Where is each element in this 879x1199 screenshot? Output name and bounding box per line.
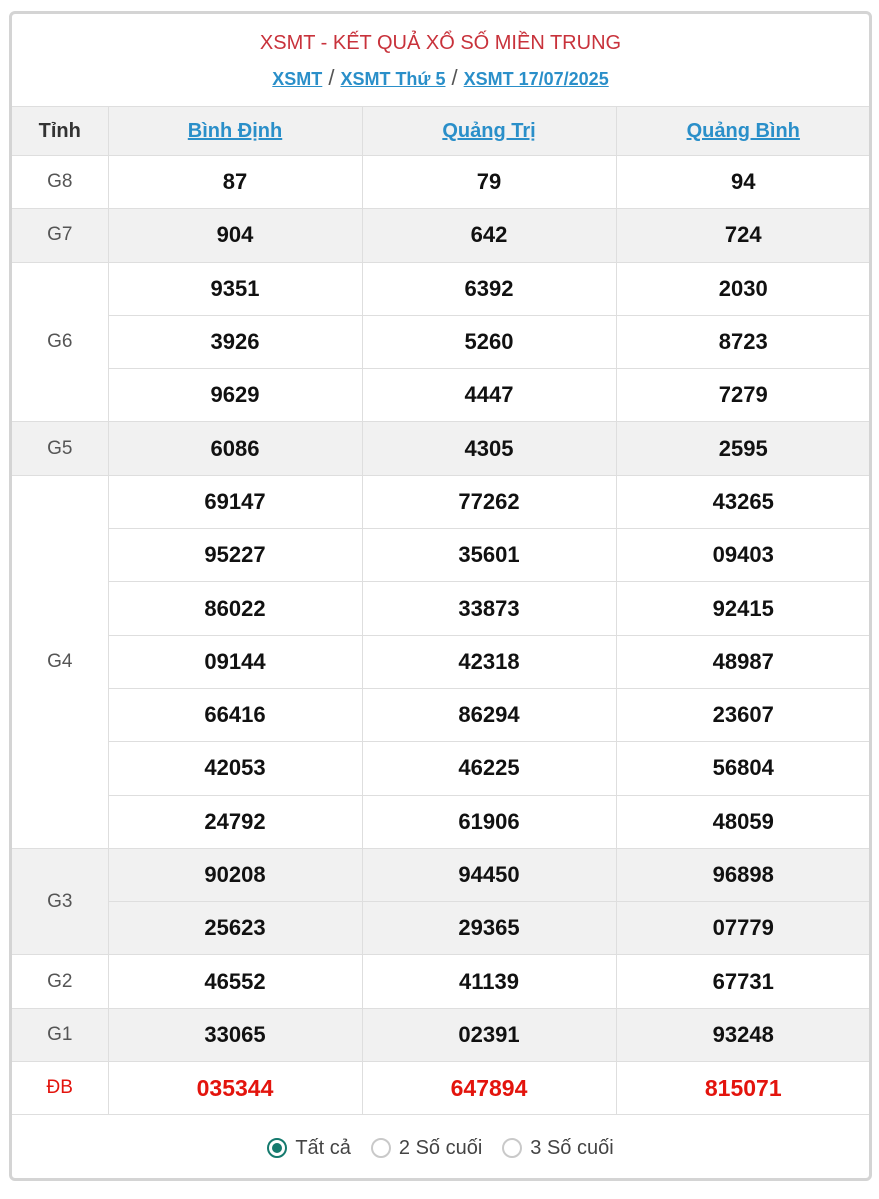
province-link[interactable]: Bình Định	[187, 119, 283, 142]
prize-number: 94	[616, 156, 870, 209]
filter-option-label: Tất cả	[295, 1136, 351, 1159]
prize-label: G8	[12, 156, 108, 209]
special-prize-number: 035344	[108, 1062, 362, 1115]
special-prize-number: 815071	[616, 1062, 870, 1115]
breadcrumb-link-xsmt[interactable]: XSMT	[272, 69, 323, 89]
prize-label: G3	[12, 848, 108, 955]
filter-option-last3[interactable]	[502, 1137, 613, 1160]
prize-label: G6	[12, 262, 108, 422]
prize-number: 42318	[362, 635, 616, 688]
prize-number: 93248	[616, 1008, 870, 1061]
province-header	[616, 107, 870, 156]
prize-number: 56804	[616, 742, 870, 795]
prize-row	[12, 1008, 870, 1061]
prize-number: 6392	[362, 262, 616, 315]
prize-number: 3926	[108, 315, 362, 368]
prize-number: 4447	[362, 369, 616, 422]
prize-number: 09403	[616, 529, 870, 582]
prize-number: 87	[108, 156, 362, 209]
filter-option-last2[interactable]	[371, 1137, 482, 1160]
prize-number: 77262	[362, 475, 616, 528]
prize-row	[12, 742, 870, 795]
prize-number: 86022	[108, 582, 362, 635]
prize-number: 9629	[108, 369, 362, 422]
prize-number: 48059	[616, 795, 870, 848]
breadcrumb-separator: /	[451, 65, 458, 90]
breadcrumb-link-weekday[interactable]: XSMT Thứ 5	[340, 69, 446, 89]
prize-label: G7	[12, 209, 108, 262]
filter-option-label: 3 Số cuối	[530, 1136, 614, 1159]
prize-number: 25623	[108, 902, 362, 955]
prize-row	[12, 955, 870, 1008]
province-header	[108, 107, 362, 156]
province-link[interactable]: Quảng Bình	[686, 119, 800, 142]
breadcrumb-link-date[interactable]: XSMT 17/07/2025	[463, 69, 609, 89]
province-header	[362, 107, 616, 156]
prize-number: 33873	[362, 582, 616, 635]
special-prize-number: 647894	[362, 1062, 616, 1115]
prize-row	[12, 529, 870, 582]
prize-number: 96898	[616, 848, 870, 901]
prize-number: 92415	[616, 582, 870, 635]
province-column-header: Tỉnh	[12, 107, 108, 156]
prize-number: 42053	[108, 742, 362, 795]
prize-number: 24792	[108, 795, 362, 848]
results-table	[12, 106, 870, 1115]
province-link[interactable]: Quảng Trị	[442, 119, 536, 142]
prize-number: 5260	[362, 315, 616, 368]
prize-number: 23607	[616, 688, 870, 741]
prize-number: 94450	[362, 848, 616, 901]
results-card	[9, 11, 872, 1181]
prize-number: 46225	[362, 742, 616, 795]
prize-row	[12, 262, 870, 315]
prize-number: 69147	[108, 475, 362, 528]
prize-number: 35601	[362, 529, 616, 582]
prize-number: 86294	[362, 688, 616, 741]
prize-row	[12, 315, 870, 368]
prize-number: 46552	[108, 955, 362, 1008]
prize-number: 61906	[362, 795, 616, 848]
breadcrumb	[12, 67, 869, 90]
prize-number: 2030	[616, 262, 870, 315]
prize-number: 66416	[108, 688, 362, 741]
prize-row	[12, 848, 870, 901]
prize-number: 07779	[616, 902, 870, 955]
radio-unselected-icon[interactable]	[371, 1138, 391, 1158]
radio-unselected-icon[interactable]	[502, 1138, 522, 1158]
prize-number: 43265	[616, 475, 870, 528]
prize-number: 33065	[108, 1008, 362, 1061]
prize-number: 02391	[362, 1008, 616, 1061]
prize-number: 6086	[108, 422, 362, 475]
prize-number: 9351	[108, 262, 362, 315]
prize-label: G1	[12, 1008, 108, 1061]
prize-row	[12, 156, 870, 209]
prize-number: 7279	[616, 369, 870, 422]
prize-label: G5	[12, 422, 108, 475]
prize-number: 79	[362, 156, 616, 209]
prize-row	[12, 902, 870, 955]
prize-label: G2	[12, 955, 108, 1008]
prize-number: 4305	[362, 422, 616, 475]
breadcrumb-separator: /	[328, 65, 335, 90]
prize-number: 724	[616, 209, 870, 262]
prize-label: G4	[12, 475, 108, 848]
prize-number: 2595	[616, 422, 870, 475]
results-header	[12, 14, 869, 106]
prize-number: 8723	[616, 315, 870, 368]
prize-row	[12, 635, 870, 688]
prize-table-body	[12, 156, 870, 1115]
prize-label: ĐB	[12, 1062, 108, 1115]
prize-number: 642	[362, 209, 616, 262]
page-title: XSMT - KẾT QUẢ XỔ SỐ MIỀN TRUNG	[259, 32, 622, 54]
prize-row	[12, 688, 870, 741]
prize-row	[12, 475, 870, 528]
prize-number: 90208	[108, 848, 362, 901]
digit-filter	[12, 1115, 869, 1181]
prize-row	[12, 209, 870, 262]
prize-number: 41139	[362, 955, 616, 1008]
radio-selected-icon[interactable]	[267, 1138, 287, 1158]
prize-row	[12, 369, 870, 422]
prize-row	[12, 1062, 870, 1115]
prize-row	[12, 422, 870, 475]
prize-number: 95227	[108, 529, 362, 582]
prize-number: 67731	[616, 955, 870, 1008]
filter-option-label: 2 Số cuối	[398, 1136, 483, 1159]
prize-number: 09144	[108, 635, 362, 688]
prize-row	[12, 795, 870, 848]
prize-number: 48987	[616, 635, 870, 688]
prize-number: 29365	[362, 902, 616, 955]
prize-row	[12, 582, 870, 635]
filter-option-all[interactable]	[267, 1137, 351, 1160]
prize-number: 904	[108, 209, 362, 262]
table-header-row	[12, 107, 870, 156]
